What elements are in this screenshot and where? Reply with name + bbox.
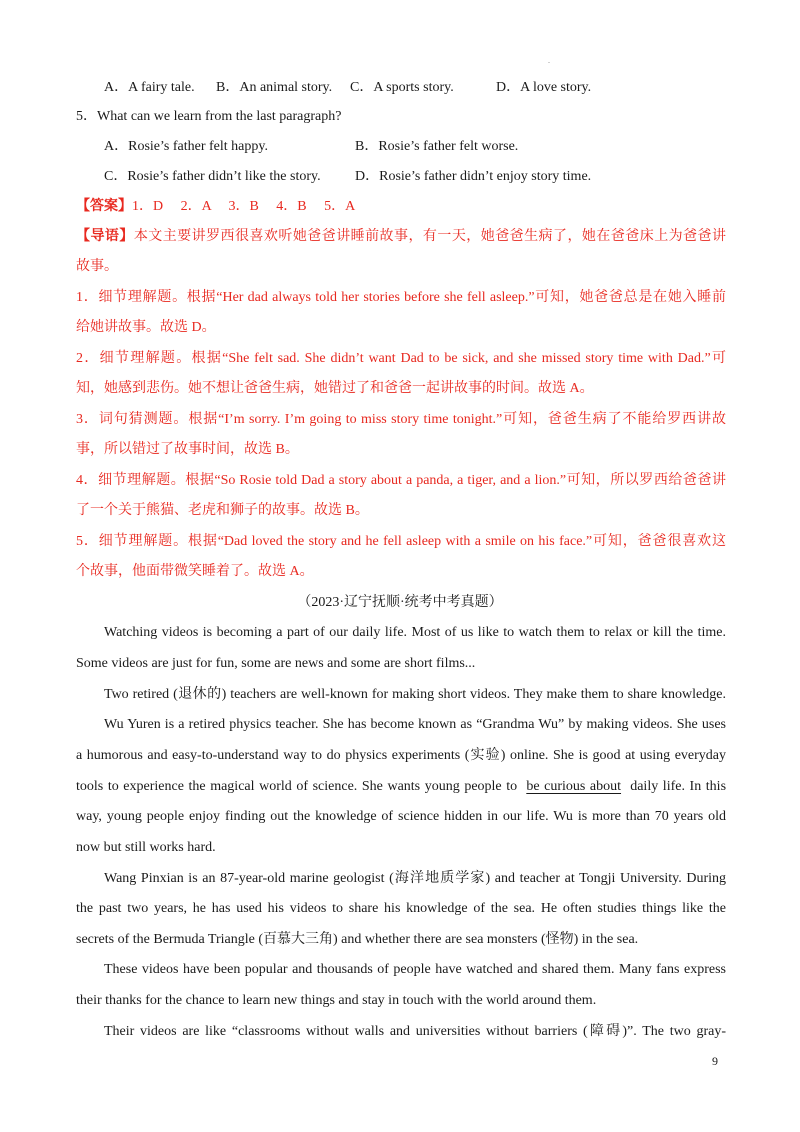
q4-option-b: B．An animal story. [216, 80, 333, 95]
explanation-4-line-1: 4．细节理解题。根据“So Rosie told Dad a story about a panda, a tiger, and a lion.”可知，所以罗西给爸爸讲 [76, 473, 726, 488]
passage-p5-line-2: their thanks for the chance to learn new things and stay in touch with the world around them. [76, 993, 597, 1008]
explanation-3-line-1: 3．词句猜测题。根据“I’m sorry. I’m going to miss story time tonight.”可知，爸爸生病了不能给罗西讲故 [76, 412, 726, 427]
explanation-4-line-2: 了一个关于熊猫、老虎和狮子的故事。故选 B。 [76, 503, 369, 518]
page-number: 9 [712, 1054, 718, 1068]
passage-p3-line-5: now but still works hard. [76, 840, 216, 855]
q4-option-d: D．A love story. [496, 80, 592, 95]
answer-line [76, 197, 726, 217]
passage-p1-line-1: Watching videos is becoming a part of our daily life. Most of us like to watch them to relax or kill the time. [104, 625, 726, 640]
passage-p4-line-1: Wang Pinxian is an 87-year-old marine geologist (海洋地质学家) and teacher at Tongji University. During [104, 871, 726, 886]
passage-p5-line-1: These videos have been popular and thousands of people have watched and shared them. Many fans express [104, 962, 726, 977]
q4-option-a: A．A fairy tale. [104, 80, 195, 95]
passage-p4-line-2: the past two years, he has used his videos to share his knowledge of the sea. He often studies things like the [76, 901, 726, 916]
guide-line-2: 故事。 [76, 259, 118, 274]
source-heading: （2023·辽宁抚顺·统考中考真题） [297, 595, 503, 610]
passage-p2: Two retired (退休的) teachers are well-known for making short videos. They make them to share knowledge. [104, 687, 726, 702]
guide-label: 【导语】 [76, 229, 134, 244]
explanation-1-line-1: 1．细节理解题。根据“Her dad always told her stories before she fell asleep.”可知，她爸爸总是在她入睡前 [76, 290, 726, 305]
guide-line-1 [76, 227, 726, 247]
passage-p3-line-2: a humorous and easy-to-understand way to do physics experiments (实验) online. She is good at using everyday [76, 748, 726, 763]
q5-option-c: C．Rosie’s father didn’t like the story. [104, 169, 321, 184]
explanation-2-line-1: 2．细节理解题。根据“She felt sad. She didn’t want Dad to be sick, and she missed story time with Dad.”可 [76, 351, 726, 366]
passage-p3-line-3 [76, 777, 726, 797]
q5-option-d: D．Rosie’s father didn’t enjoy story time. [355, 169, 592, 184]
stray-dot: . [548, 56, 550, 65]
passage-p3-line-1: Wu Yuren is a retired physics teacher. She has become known as “Grandma Wu” by making videos. She uses [104, 717, 726, 732]
answer-label: 【答案】 [76, 199, 132, 214]
explanation-2-line-2: 知，她感到悲伤。她不想让爸爸生病，她错过了和爸爸一起讲故事的时间。故选 A。 [76, 381, 594, 396]
passage-p3-line-4: way, young people enjoy finding out the knowledge of science hidden in our life. Wu is more than 70 years old [76, 809, 726, 824]
passage-p6-line-1: Their videos are like “classrooms without walls and universities without barriers (障碍)”. The two gray- [104, 1024, 726, 1039]
explanation-1-line-2: 给她讲故事。故选 D。 [76, 320, 216, 335]
explanation-5-line-1: 5．细节理解题。根据“Dad loved the story and he fell asleep with a smile on his face.”可知，爸爸很喜欢这 [76, 534, 726, 549]
answer-text: 1．D 2．A 3．B 4．B 5．A [132, 199, 356, 214]
passage-p3-line-3b: daily life. In this [630, 779, 727, 794]
guide-text-1: 本文主要讲罗西很喜欢听她爸爸讲睡前故事，有一天，她爸爸生病了，她在爸爸床上为爸爸讲 [133, 229, 727, 244]
q4-option-c: C．A sports story. [350, 80, 454, 95]
q5-option-b: B．Rosie’s father felt worse. [355, 139, 519, 154]
passage-p4-line-3: secrets of the Bermuda Triangle (百慕大三角) and whether there are sea monsters (怪物) in the sea. [76, 932, 639, 947]
q5-option-a: A．Rosie’s father felt happy. [104, 139, 268, 154]
explanation-3-line-2: 事，所以错过了故事时间，故选 B。 [76, 442, 299, 457]
explanation-5-line-2: 个故事，他面带微笑睡着了。故选 A。 [76, 564, 314, 579]
passage-p3-line-3a: tools to experience the magical world of science. She wants young people to [76, 779, 518, 794]
underlined-phrase: be curious about [526, 779, 622, 794]
passage-p1-line-2: Some videos are just for fun, some are news and some are short films... [76, 656, 476, 671]
q5-question: 5．What can we learn from the last paragraph? [76, 109, 342, 124]
